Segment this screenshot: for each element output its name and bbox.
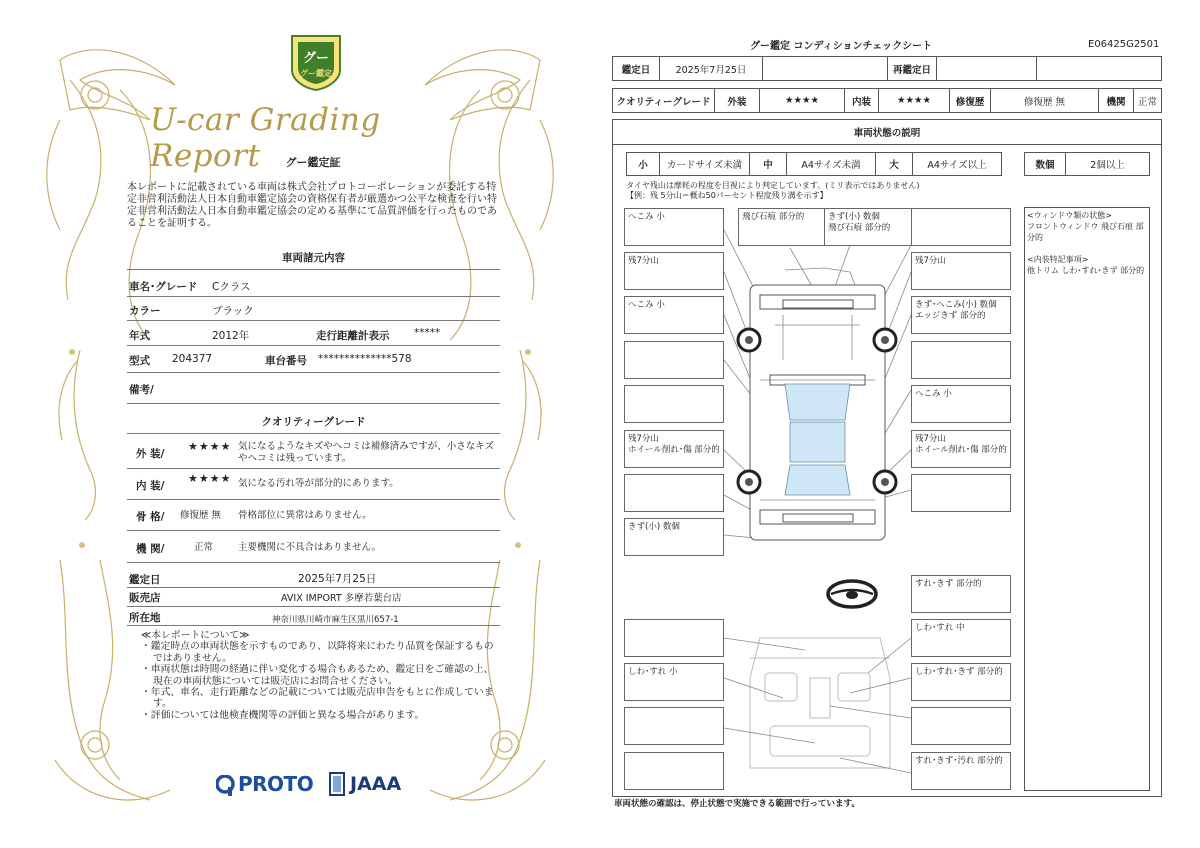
exterior-note-box — [624, 518, 724, 556]
exterior-desc: 気になるようなキズやヘコミは補修済みですが、小さなキズやヘコミは残っています。 — [238, 441, 495, 464]
interior-note-box — [624, 707, 724, 745]
engine-label: 機 関/ — [136, 543, 165, 555]
quality-grade-label: クオリティーグレード — [612, 88, 715, 113]
exterior-note-box — [911, 474, 1011, 512]
exterior-note-box — [624, 252, 724, 290]
interior-note-box — [911, 663, 1011, 701]
legend-count-desc: 2個以上 — [1065, 152, 1150, 176]
note-line: へこみ 小 — [628, 212, 665, 222]
certificate-title: グー鑑定証 — [285, 156, 341, 169]
sheet-title: グー鑑定 コンディションチェックシート — [750, 41, 933, 52]
interior-note-box — [624, 619, 724, 657]
color-label: カラー — [129, 305, 161, 317]
proto-logo: PROTO — [238, 772, 314, 796]
note-line: ホイール削れ･傷 部分的 — [915, 445, 1007, 455]
divider — [127, 345, 500, 346]
svg-text:グー: グー — [302, 51, 330, 66]
exterior-note-box — [624, 385, 724, 423]
remarks-label: 備考/ — [129, 384, 154, 396]
note-line: ホイール削れ･傷 部分的 — [628, 445, 720, 455]
note-line: しわ･すれ･きず 部分的 — [915, 667, 1003, 677]
divider — [127, 625, 500, 626]
note-line: すれ･きず 部分的 — [915, 579, 982, 589]
certificate-intro: 本レポートに記載されている車両は株式会社プロトコーポレーションが委託する特定非営利活動法人日本自動車鑑定協会の資格保有者が厳選かつ公平な検査を行い特定非営利活動法人日本自動車鑑定協会の定める基準にて品質評価を行ったものであることを証明する。 — [127, 182, 497, 229]
interior-title: <内装特記事項> — [1027, 255, 1089, 264]
empty-cell — [762, 56, 888, 81]
remarks-text — [1027, 210, 1147, 276]
legend-large-desc: A4サイズ以上 — [912, 152, 1002, 176]
frame-label: 骨 格/ — [136, 511, 165, 523]
odometer-value: ***** — [414, 327, 441, 339]
legend-large: 大 — [875, 152, 913, 176]
proto-logo-icon — [216, 775, 236, 797]
interior-note-box — [624, 663, 724, 701]
note-item: ・評価については他検査機関等の評価と異なる場合があります。 — [141, 709, 425, 721]
note-item: ・年式、車名、走行距離などの記載については販売店申告をもとに作成しています。 — [141, 687, 494, 710]
color-value: ブラック — [212, 305, 254, 317]
interior-note-box — [624, 752, 724, 790]
engine-value: 正常 — [1133, 88, 1162, 113]
address-label: 所在地 — [129, 612, 161, 624]
exterior-note-box — [624, 296, 724, 334]
empty-cell — [1036, 56, 1162, 81]
spec-heading: 車両諸元内容 — [282, 252, 345, 264]
year-value: 2012年 — [212, 330, 250, 342]
redate-value — [936, 56, 1037, 81]
interior-note-box — [911, 619, 1011, 657]
note-line: きず･へこみ(小) 数個 — [915, 300, 997, 310]
sheet-id: E06425G2501 — [1088, 39, 1160, 50]
divider — [127, 296, 500, 297]
note-line: きず(小) 数個 — [828, 212, 880, 222]
exterior-note-box — [911, 252, 1011, 290]
note-line: しわ･すれ 小 — [628, 667, 678, 677]
note-line: しわ･すれ 中 — [915, 623, 965, 633]
divider — [127, 433, 500, 434]
exterior-note-box — [624, 341, 724, 379]
exterior-note-box — [911, 341, 1011, 379]
window-value: フロントウィンドウ 飛び石痕 部分的 — [1027, 222, 1144, 242]
divider — [127, 562, 500, 563]
divider — [127, 403, 500, 404]
note-line: 飛び石痕 部分的 — [742, 212, 805, 222]
exterior-note-box — [738, 208, 838, 246]
divider — [127, 269, 500, 270]
divider — [127, 530, 500, 531]
script-title: U-car Grading Report — [150, 102, 381, 174]
interior-desc: 気になる汚れ等が部分的にあります。 — [238, 478, 399, 489]
exterior-note-box — [911, 385, 1011, 423]
frame-grade: 修復歴 無 — [180, 510, 222, 521]
divider — [127, 606, 500, 607]
year-label: 年式 — [129, 330, 150, 342]
exterior-note-box — [624, 474, 724, 512]
odometer-label: 走行距離計表示 — [316, 330, 390, 342]
notes-title: ≪本レポートについて≫ — [141, 630, 250, 641]
exterior-note-box — [911, 430, 1011, 468]
shop-label: 販売店 — [129, 592, 161, 604]
interior-note-box — [911, 575, 1011, 613]
exterior-note-box — [824, 208, 924, 246]
note-line: 残7分山 — [628, 434, 659, 444]
note-line: すれ･きず･汚れ 部分的 — [915, 756, 1003, 766]
int-label: 内装 — [844, 88, 879, 113]
legend-small-desc: カードサイズ未満 — [659, 152, 750, 176]
sheet-date-value: 2025年7月25日 — [659, 56, 763, 81]
interior-label: 内 装/ — [136, 480, 165, 492]
exterior-note-box — [624, 208, 724, 246]
note-line: 飛び石痕 部分的 — [828, 223, 891, 233]
note-line: 残7分山 — [628, 256, 659, 266]
shop-value: AVIX IMPORT 多摩若葉台店 — [281, 593, 402, 604]
legend-mid: 中 — [749, 152, 787, 176]
sheet-footer: 車両状態の確認は、停止状態で実施できる範囲で行っています。 — [614, 799, 860, 809]
divider — [127, 587, 500, 588]
car-name-label: 車名･グレード — [129, 281, 198, 293]
legend-count: 数個 — [1024, 152, 1066, 176]
note-item: ・鑑定時点の車両状態を示すものであり、以降将来にわたり品質を保証するものではありません。 — [141, 641, 494, 664]
interior-note-box — [911, 707, 1011, 745]
repair-label: 修復歴 — [949, 88, 991, 113]
exterior-note-box — [624, 430, 724, 468]
jaaa-logo: JAAA — [350, 773, 402, 795]
report-notes — [141, 630, 496, 721]
engine-desc: 主要機関に不具合はありません。 — [238, 542, 382, 553]
address-value: 神奈川県川崎市麻生区黒川657-1 — [272, 615, 399, 625]
interior-note-box — [911, 752, 1011, 790]
frame-desc: 骨格部位に異常はありません。 — [238, 510, 372, 521]
model-value: 204377 — [172, 353, 213, 365]
note-item: ・車両状態は時間の経過に伴い変化する場合もあるため、鑑定日をご確認の上、現在の車両状態については販売店にお問合せください。 — [141, 664, 494, 687]
ext-grade: ★★★★ — [759, 88, 845, 113]
note-line: 残7分山 — [915, 256, 946, 266]
engine-label: 機関 — [1098, 88, 1134, 113]
divider — [127, 372, 500, 373]
exterior-note-box — [911, 296, 1011, 334]
int-grade: ★★★★ — [878, 88, 950, 113]
sheet-date-label: 鑑定日 — [612, 56, 660, 81]
steering-wheel-icon — [825, 578, 879, 610]
exterior-label: 外 装/ — [136, 448, 165, 460]
engine-grade: 正常 — [194, 542, 214, 553]
exterior-grade: ★★★★ — [188, 440, 232, 453]
divider — [127, 468, 500, 469]
exterior-note-box — [911, 208, 1011, 246]
note-line: 残7分山 — [915, 434, 946, 444]
quality-heading: クオリティーグレード — [261, 416, 366, 428]
car-name-value: Cクラス — [212, 281, 251, 293]
date-value: 2025年7月25日 — [298, 573, 377, 585]
model-label: 型式 — [129, 355, 150, 367]
svg-text:グー鑑定: グー鑑定 — [300, 69, 332, 78]
tire-note: タイヤ残山は摩耗の程度を目視により判定しています。(ミリ表示ではありません) — [626, 181, 920, 190]
note-line: きず(小) 数個 — [628, 522, 680, 532]
condition-heading: 車両状態の説明 — [612, 119, 1162, 145]
vin-value: **************578 — [318, 353, 412, 365]
remarks-panel — [1024, 207, 1150, 791]
note-line: エッジきず 部分的 — [915, 311, 986, 321]
legend-mid-desc: A4サイズ未満 — [786, 152, 876, 176]
divider — [127, 499, 500, 500]
jaaa-logo-icon — [328, 771, 348, 797]
date-label: 鑑定日 — [129, 574, 161, 586]
ext-label: 外装 — [714, 88, 760, 113]
repair-value: 修復歴 無 — [990, 88, 1099, 113]
note-line: へこみ 小 — [915, 389, 952, 399]
note-line: へこみ 小 — [628, 300, 665, 310]
condition-check-sheet — [600, 0, 1200, 848]
legend-small: 小 — [626, 152, 660, 176]
interior-grade: ★★★★ — [188, 472, 232, 485]
divider — [127, 320, 500, 321]
goo-kantei-badge-icon — [286, 30, 346, 92]
window-title: <ウィンドウ類の状態> — [1027, 211, 1112, 220]
tire-example: 【例：残 5分山＝概ね50パーセント程度残り溝を示す】 — [626, 191, 828, 200]
vin-label: 車台番号 — [265, 355, 307, 367]
redate-label: 再鑑定日 — [887, 56, 937, 81]
interior-value: 他トリム しわ･すれ･きず 部分的 — [1027, 266, 1145, 275]
